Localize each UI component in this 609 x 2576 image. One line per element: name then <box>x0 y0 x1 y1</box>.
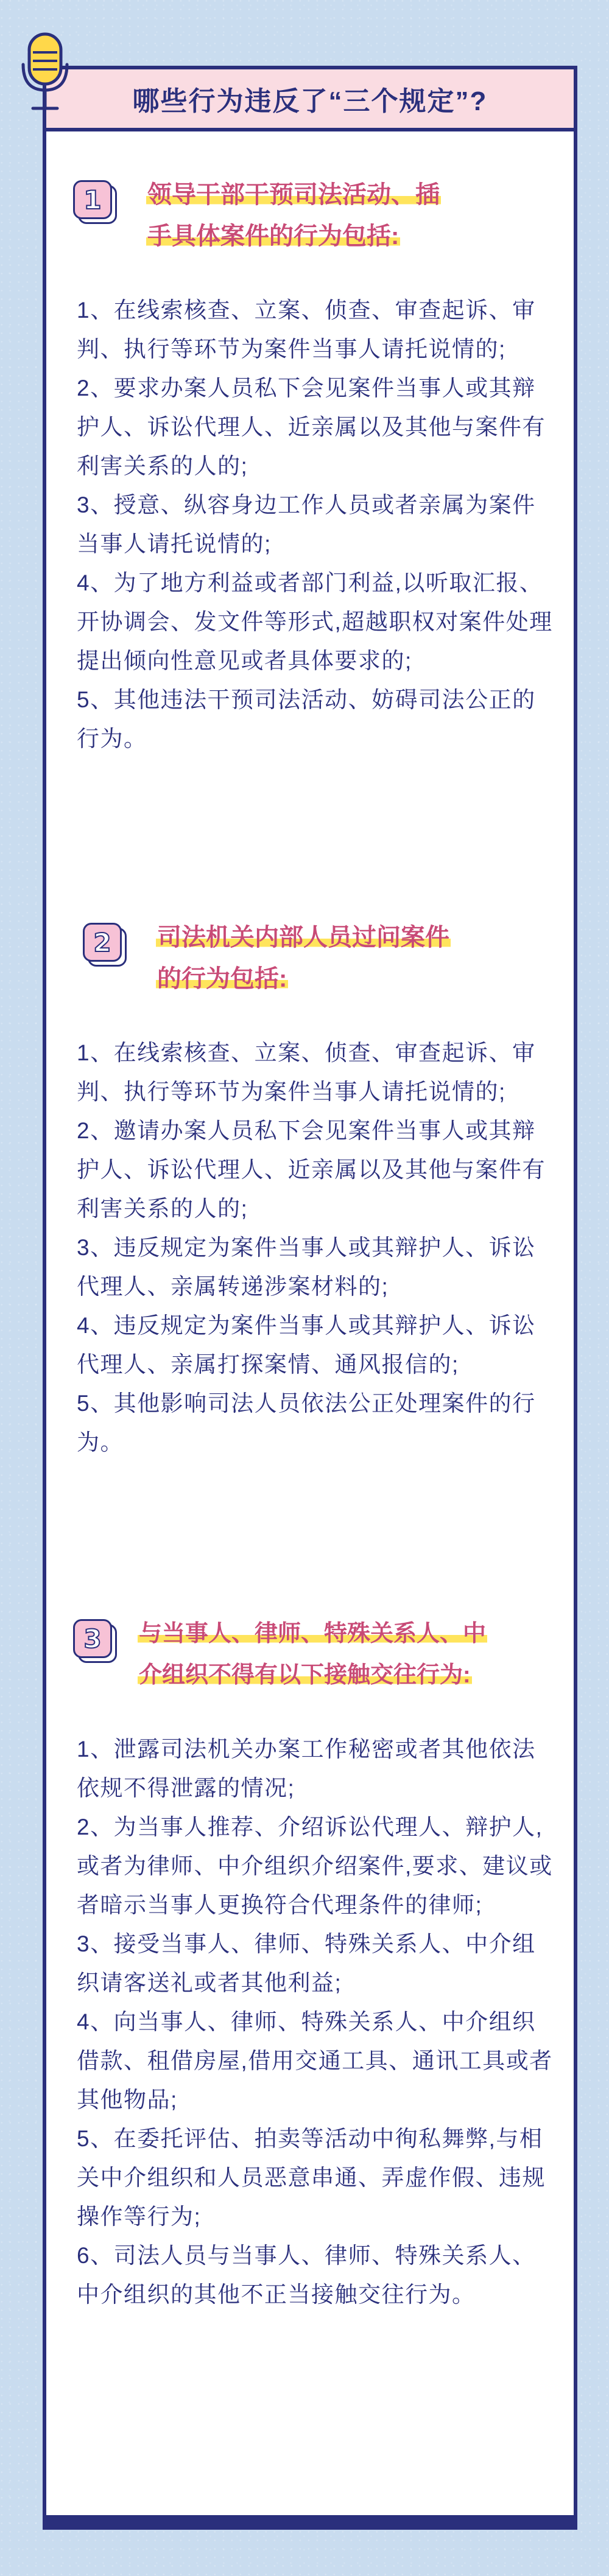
list-item: 5、其他影响司法人员依法公正处理案件的行为。 <box>77 1391 536 1455</box>
list-item: 1、泄露司法机关办案工作秘密或者其他依法依规不得泄露的情况; <box>77 1737 536 1801</box>
section-number-badge: 1 <box>73 180 119 225</box>
list-item: 4、为了地方利益或者部门利益,以听取汇报、开协调会、发文件等形式,超越职权对案件处理提出倾向性意见或者具体要求的; <box>77 570 553 673</box>
list-item: 3、接受当事人、律师、特殊关系人、中介组织请客送礼或者其他利益; <box>77 1931 536 1995</box>
section-items <box>77 291 554 758</box>
list-item: 3、授意、纵容身边工作人员或者亲属为案件当事人请托说情的; <box>77 492 536 556</box>
title-banner <box>43 66 577 131</box>
list-item: 4、违反规定为案件当事人或其辩护人、诉讼代理人、亲属打探案情、通风报信的; <box>77 1313 536 1377</box>
list-item: 6、司法人员与当事人、律师、特殊关系人、中介组织的其他不正当接触交往行为。 <box>77 2243 536 2307</box>
list-item: 4、向当事人、律师、特殊关系人、中介组织借款、租借房屋,借用交通工具、通讯工具或者其他物品; <box>77 2009 553 2112</box>
list-item: 1、在线索核查、立案、侦查、审查起诉、审判、执行等环节为案件当事人请托说情的; <box>77 298 536 362</box>
list-item: 2、要求办案人员私下会见案件当事人或其辩护人、诉讼代理人、近亲属以及其他与案件有利害关系的人的; <box>77 376 546 478</box>
section-items <box>77 1730 554 2314</box>
content-card <box>43 131 577 2530</box>
page-title: 哪些行为违反了“三个规定”? <box>132 86 488 116</box>
section-number-badge: 3 <box>73 1619 119 1664</box>
section-number-badge: 2 <box>83 923 129 968</box>
card-bottom-border <box>43 2515 577 2530</box>
microphone-icon <box>15 29 76 121</box>
section-title: 司法机关内部人员过问案件 的行为包括: <box>157 924 449 992</box>
list-item: 2、为当事人推荐、介绍诉讼代理人、辩护人,或者为律师、中介组织介绍案件,要求、建议或者暗示当事人更换符合代理条件的律师; <box>77 1815 553 1917</box>
list-item: 3、违反规定为案件当事人或其辩护人、诉讼代理人、亲属转递涉案材料的; <box>77 1235 536 1299</box>
list-item: 5、其他违法干预司法活动、妨碍司法公正的行为。 <box>77 687 536 751</box>
list-item: 2、邀请办案人员私下会见案件当事人或其辩护人、诉讼代理人、近亲属以及其他与案件有利害关系的人的; <box>77 1118 546 1221</box>
list-item: 1、在线索核查、立案、侦查、审查起诉、审判、执行等环节为案件当事人请托说情的; <box>77 1040 536 1104</box>
section-title: 领导干部干预司法活动、插 手具体案件的行为包括: <box>147 181 440 250</box>
section-items <box>77 1034 554 1462</box>
section-title: 与当事人、律师、特殊关系人、中 介组织不得有以下接触交往行为: <box>139 1621 487 1688</box>
list-item: 5、在委托评估、拍卖等活动中徇私舞弊,与相关中介组织和人员恶意串通、弄虚作假、违规操作等行为; <box>77 2126 546 2229</box>
